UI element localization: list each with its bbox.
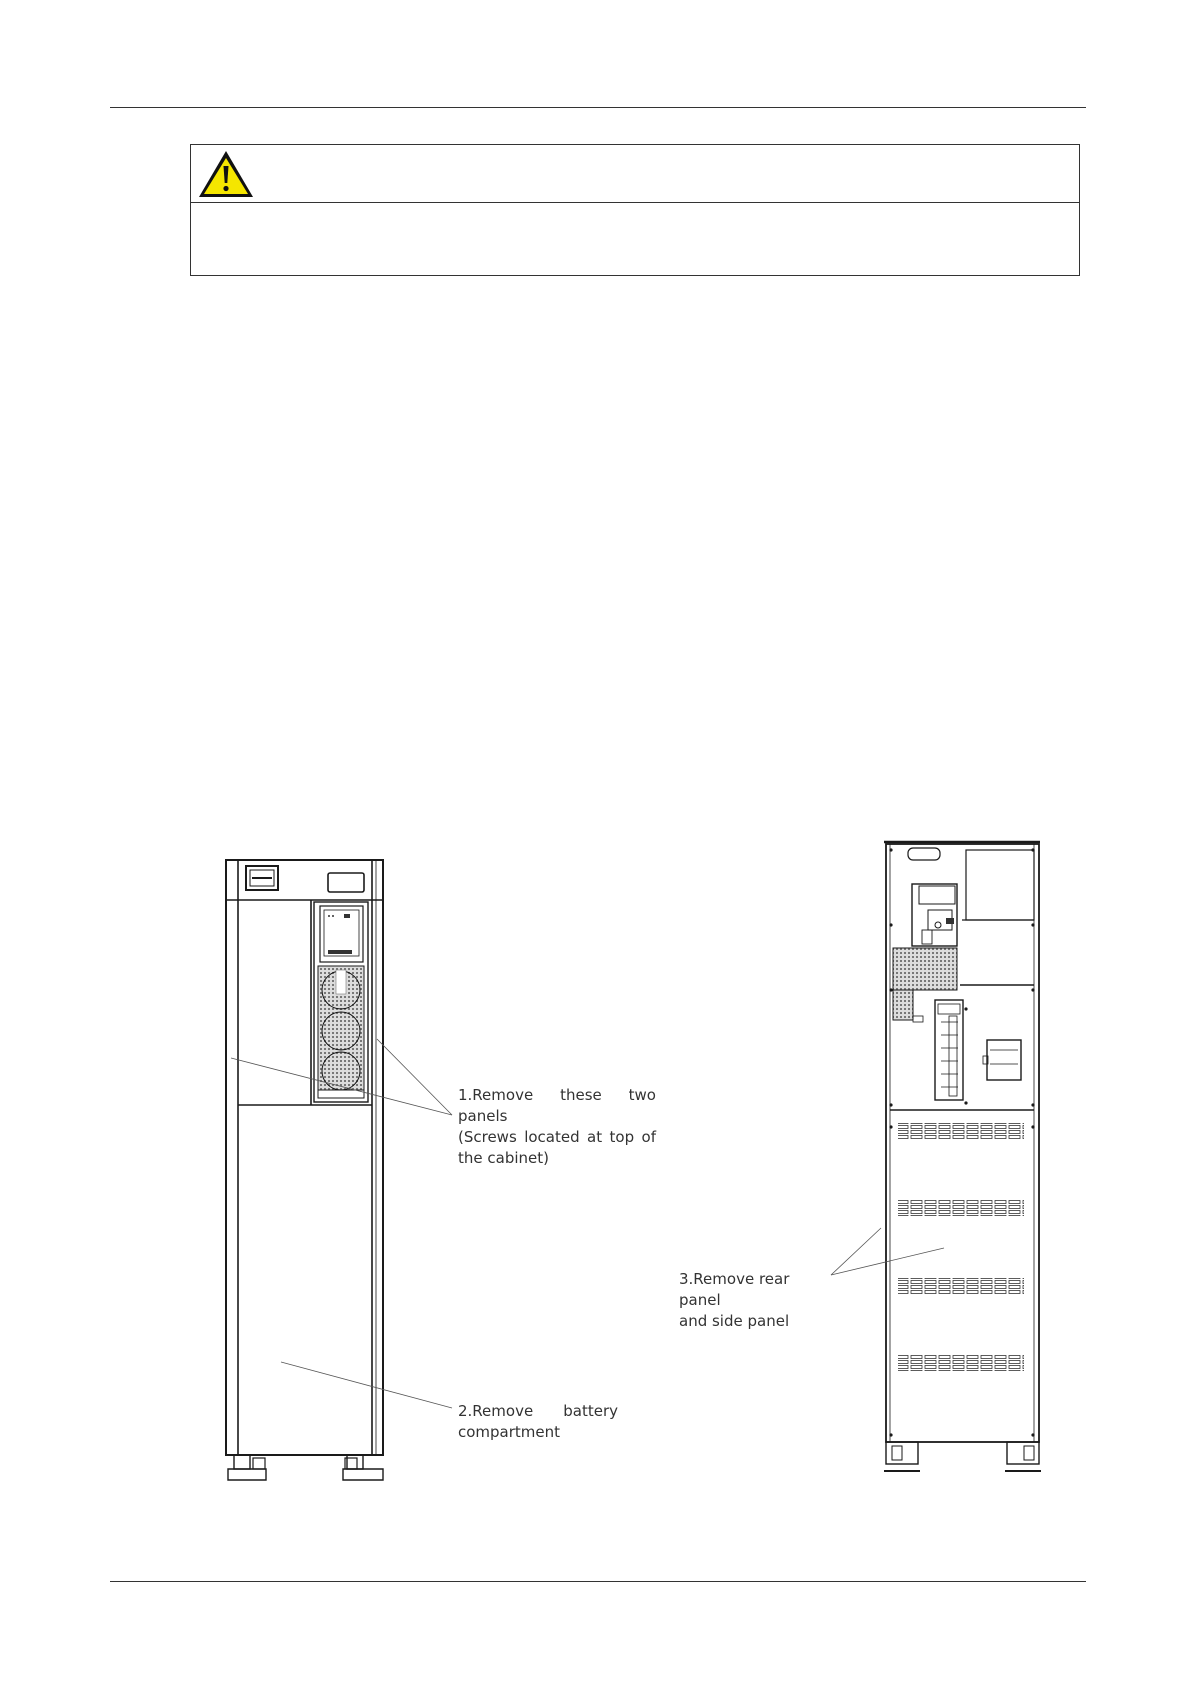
rear-leader-lines xyxy=(831,1228,944,1275)
callout-remove-panels-line2: (Screws located at top of xyxy=(458,1128,656,1146)
callout-remove-battery-line2: compartment xyxy=(458,1423,561,1441)
callout-remove-rear xyxy=(679,1269,829,1332)
callout-remove-battery xyxy=(458,1401,618,1443)
callout-remove-rear-line1: 3.Remove rear panel xyxy=(679,1270,790,1309)
rear-screws xyxy=(889,848,1034,1436)
callout-remove-battery-line1: 2.Remove battery xyxy=(458,1402,618,1420)
footer-rule xyxy=(110,1581,1086,1582)
rear-cabinet xyxy=(884,842,1041,1471)
callout-remove-panels xyxy=(458,1085,656,1169)
callout-remove-rear-line2: and side panel xyxy=(679,1312,790,1330)
callout-remove-panels-line3: the cabinet) xyxy=(458,1149,549,1167)
front-cabinet xyxy=(226,860,383,1480)
callout-remove-panels-line1: 1.Remove these two panels xyxy=(458,1086,656,1125)
